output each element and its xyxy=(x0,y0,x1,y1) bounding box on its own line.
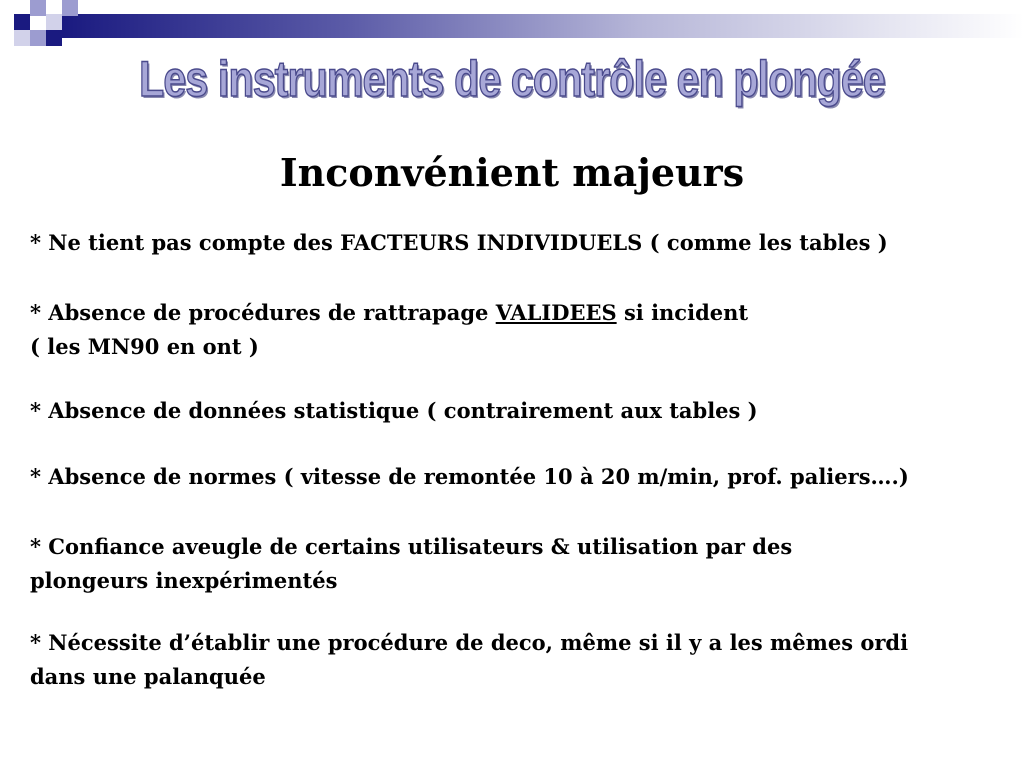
bullet-item xyxy=(30,394,1010,428)
decor-square xyxy=(46,14,62,30)
bullet-text: * Absence de normes ( vitesse de remontée 10 à 20 m/min, prof. paliers….) xyxy=(30,464,909,489)
bullet-text-line2: plongeurs inexpérimentés xyxy=(30,568,338,593)
bullet-text-line2: dans une palanquée xyxy=(30,664,266,689)
header-gradient-band xyxy=(62,14,1024,38)
decor-square xyxy=(62,0,78,16)
bullet-item xyxy=(30,626,1010,694)
bullet-underlined-text: VALIDEES xyxy=(495,300,617,325)
bullet-item xyxy=(30,530,1010,598)
bullet-text: si incident xyxy=(616,300,749,325)
slide-title: Les instruments de contrôle en plongée xyxy=(139,51,885,107)
decor-square xyxy=(14,30,30,46)
decor-square xyxy=(46,30,62,46)
decor-square xyxy=(30,0,46,16)
bullet-text: * Absence de données statistique ( contrairement aux tables ) xyxy=(30,398,758,423)
bullet-text-line2: ( les MN90 en ont ) xyxy=(30,334,259,359)
bullet-item xyxy=(30,226,1010,260)
bullet-text: * Ne tient pas compte des FACTEURS INDIVIDUELS ( comme les tables ) xyxy=(30,230,888,255)
bullet-item xyxy=(30,460,1010,494)
bullet-text: * Absence de procédures de rattrapage xyxy=(30,300,496,325)
decor-square xyxy=(30,30,46,46)
bullet-item xyxy=(30,296,1010,364)
decor-square xyxy=(14,14,30,30)
slide-subtitle: Inconvénient majeurs xyxy=(279,150,745,195)
bullet-text: * Confiance aveugle de certains utilisateurs & utilisation par des xyxy=(30,534,793,559)
bullet-text: * Nécessite d’établir une procédure de deco, même si il y a les mêmes ordi xyxy=(30,630,909,655)
